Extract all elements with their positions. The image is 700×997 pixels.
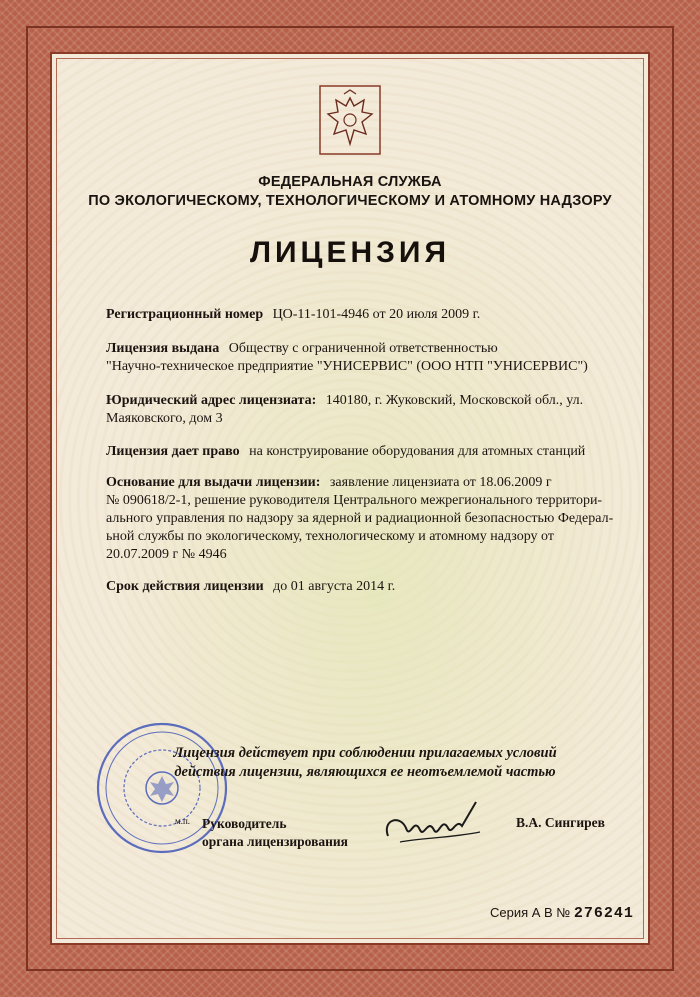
document-title: ЛИЦЕНЗИЯ xyxy=(249,236,451,269)
validity-row xyxy=(84,578,629,596)
series-label: Серия А В № xyxy=(490,905,571,920)
basis-value-3: ального управления по надзору за ядерной и радиационной безопасностью Федерал- xyxy=(106,511,614,526)
basis-label: Основание для выдачи лицензии: xyxy=(106,475,321,490)
issued-to-value-1: Обществу с ограниченной ответственностью xyxy=(228,341,498,356)
address-row xyxy=(84,392,629,428)
address-label: Юридический адрес лицензиата: xyxy=(106,393,317,408)
head-line-2: органа лицензирования xyxy=(202,834,348,849)
condition-line-2: действия лицензии, являющихся ее неотъемлемой частью xyxy=(174,764,556,780)
handwritten-signature xyxy=(380,796,490,856)
document-series xyxy=(490,905,634,922)
basis-value-2: № 090618/2-1, решение руководителя Центрального межрегионального территори- xyxy=(106,493,603,508)
registration-row xyxy=(84,306,629,324)
validity-value: до 01 августа 2014 г. xyxy=(273,579,396,594)
agency-name-line-2: ПО ЭКОЛОГИЧЕСКОМУ, ТЕХНОЛОГИЧЕСКОМУ И АТОМНОМУ НАДЗОРУ xyxy=(88,193,612,209)
basis-value-1: заявление лицензиата от 18.06.2009 г xyxy=(329,475,552,490)
registration-value: ЦО-11-101-4946 от 20 июля 2009 г. xyxy=(272,307,481,322)
signer-name: В.А. Сингирев xyxy=(516,815,605,830)
seal-place-label: м.п. xyxy=(175,816,191,826)
condition-line-1: Лицензия действует при соблюдении прилагаемых условий xyxy=(173,745,557,761)
right-value: на конструирование оборудования для атомных станций xyxy=(249,444,586,459)
issued-to-value-2: "Научно-техническое предприятие "УНИСЕРВИС" (ООО НТП "УНИСЕРВИС") xyxy=(106,359,588,374)
agency-name-line-1: ФЕДЕРАЛЬНАЯ СЛУЖБА xyxy=(258,174,442,190)
address-value-1: 140180, г. Жуковский, Московской обл., ул. xyxy=(325,393,584,408)
address-value-2: Маяковского, дом 3 xyxy=(106,411,223,426)
head-of-authority xyxy=(202,815,348,851)
validity-label: Срок действия лицензии xyxy=(106,579,264,594)
registration-label: Регистрационный номер xyxy=(106,307,264,322)
right-row xyxy=(84,443,629,461)
issued-to-row xyxy=(84,340,629,376)
basis-row xyxy=(84,474,629,564)
basis-value-4: ьной службы по экологическому, технологическому и атомному надзору от xyxy=(106,529,554,544)
basis-value-5: 20.07.2009 г № 4946 xyxy=(106,547,227,562)
license-condition xyxy=(140,744,590,782)
series-number: 276241 xyxy=(573,905,634,922)
head-line-1: Руководитель xyxy=(202,816,287,831)
double-headed-eagle-icon xyxy=(318,84,382,156)
issued-to-label: Лицензия выдана xyxy=(106,341,220,356)
right-label: Лицензия дает право xyxy=(106,444,240,459)
